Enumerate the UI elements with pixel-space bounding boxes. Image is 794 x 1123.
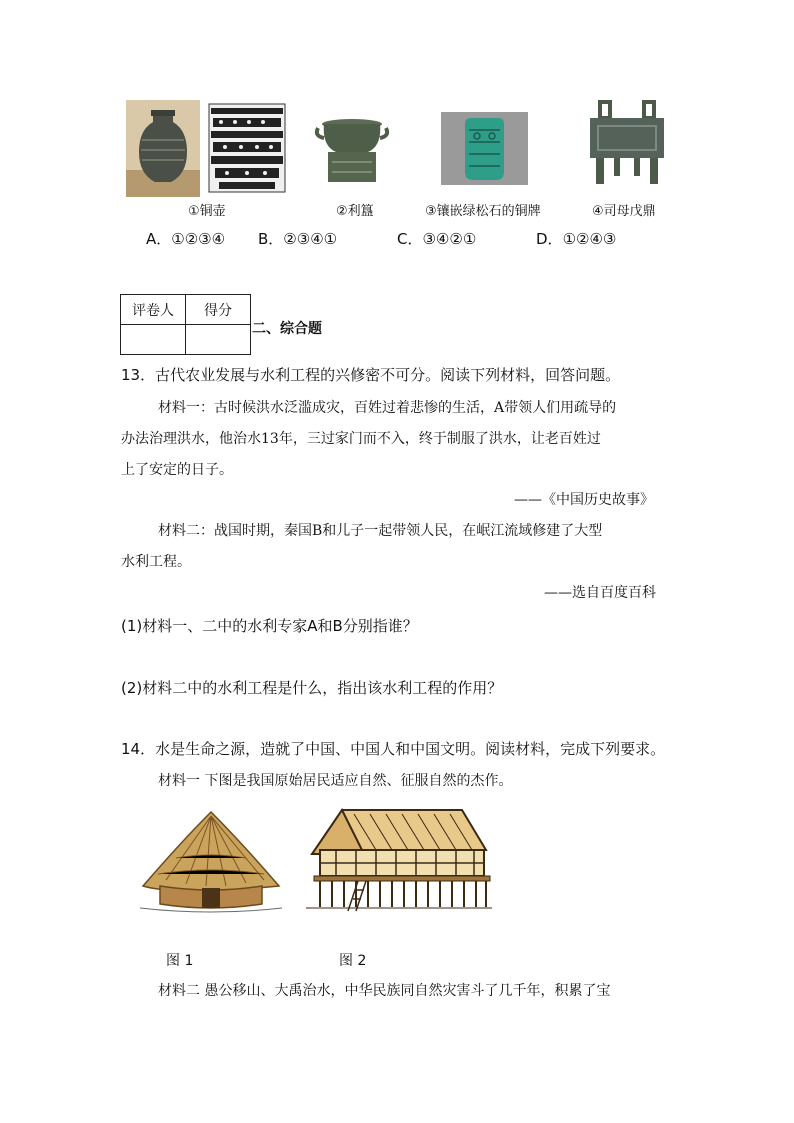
artifact-turquoise-plaque-image bbox=[441, 112, 528, 185]
score-cell bbox=[186, 325, 251, 355]
artifact-copper-pot-photo bbox=[126, 100, 200, 197]
artifact-copper-pot-rubbing bbox=[201, 100, 293, 197]
q13-material1-line2: 办法治理洪水，他治水13年，三过家门而不入，终于制服了洪水，让老百姓过 bbox=[121, 431, 601, 447]
option-a bbox=[146, 228, 225, 249]
reviewer-header: 评卷人 bbox=[121, 295, 186, 325]
q13-material1-line3: 上了安定的日子。 bbox=[121, 462, 233, 478]
q13-material2-line2: 水利工程。 bbox=[121, 554, 191, 570]
option-b bbox=[258, 228, 337, 249]
figure-1-label: 图 1 bbox=[166, 953, 194, 969]
q14-material1: 材料一 下图是我国原始居民适应自然、征服自然的杰作。 bbox=[158, 773, 513, 789]
option-d-letter: D． bbox=[536, 230, 563, 248]
artifact-caption-1: ①铜壶 bbox=[188, 204, 226, 219]
option-b-value: ②③④① bbox=[283, 230, 338, 248]
q13-subquestion-2: (2)材料二中的水利工程是什么，指出该水利工程的作用？ bbox=[121, 679, 503, 697]
option-d-value: ①②④③ bbox=[562, 230, 617, 248]
q13-material1-source: ——《中国历史故事》 bbox=[514, 492, 654, 508]
q14-material2: 材料二 愚公移山、大禹治水，中华民族同自然灾害斗了几千年，积累了宝 bbox=[158, 983, 611, 999]
artifact-caption-4: ④司母戊鼎 bbox=[592, 204, 656, 219]
q13-stem: 13．古代农业发展与水利工程的兴修密不可分。阅读下列材料，回答问题。 bbox=[121, 366, 621, 384]
option-c-value: ③④②① bbox=[422, 230, 477, 248]
reviewer-cell bbox=[121, 325, 186, 355]
option-c-letter: C． bbox=[397, 230, 423, 248]
q13-material2-line1: 材料二：战国时期，秦国B和儿子一起带领人民，在岷江流域修建了大型 bbox=[158, 523, 603, 539]
artifact-li-gui-image bbox=[314, 110, 390, 188]
figure-2-label: 图 2 bbox=[339, 953, 367, 969]
option-d bbox=[536, 228, 616, 249]
stilt-house-illustration bbox=[306, 806, 492, 916]
option-c bbox=[397, 228, 476, 249]
q13-material1-line1: 材料一：古时候洪水泛滥成灾，百姓过着悲惨的生活，A带领人们用疏导的 bbox=[158, 400, 617, 416]
artifact-caption-3: ③镶嵌绿松石的铜牌 bbox=[425, 204, 541, 219]
section-title: 二、综合题 bbox=[252, 321, 322, 337]
q13-material2-source: ——选自百度百科 bbox=[544, 585, 656, 601]
score-table bbox=[120, 294, 251, 355]
option-b-letter: B． bbox=[258, 230, 284, 248]
q13-subquestion-1: (1)材料一、二中的水利专家A和B分别指谁？ bbox=[121, 617, 418, 635]
thatched-hut-illustration bbox=[136, 808, 286, 916]
option-a-value: ①②③④ bbox=[171, 230, 226, 248]
score-header: 得分 bbox=[186, 295, 251, 325]
option-a-letter: A． bbox=[146, 230, 172, 248]
artifact-caption-2: ②利簋 bbox=[336, 204, 374, 219]
artifact-simuwu-ding-image bbox=[584, 98, 670, 188]
q14-stem: 14．水是生命之源，造就了中国、中国人和中国文明。阅读材料，完成下列要求。 bbox=[121, 740, 666, 758]
